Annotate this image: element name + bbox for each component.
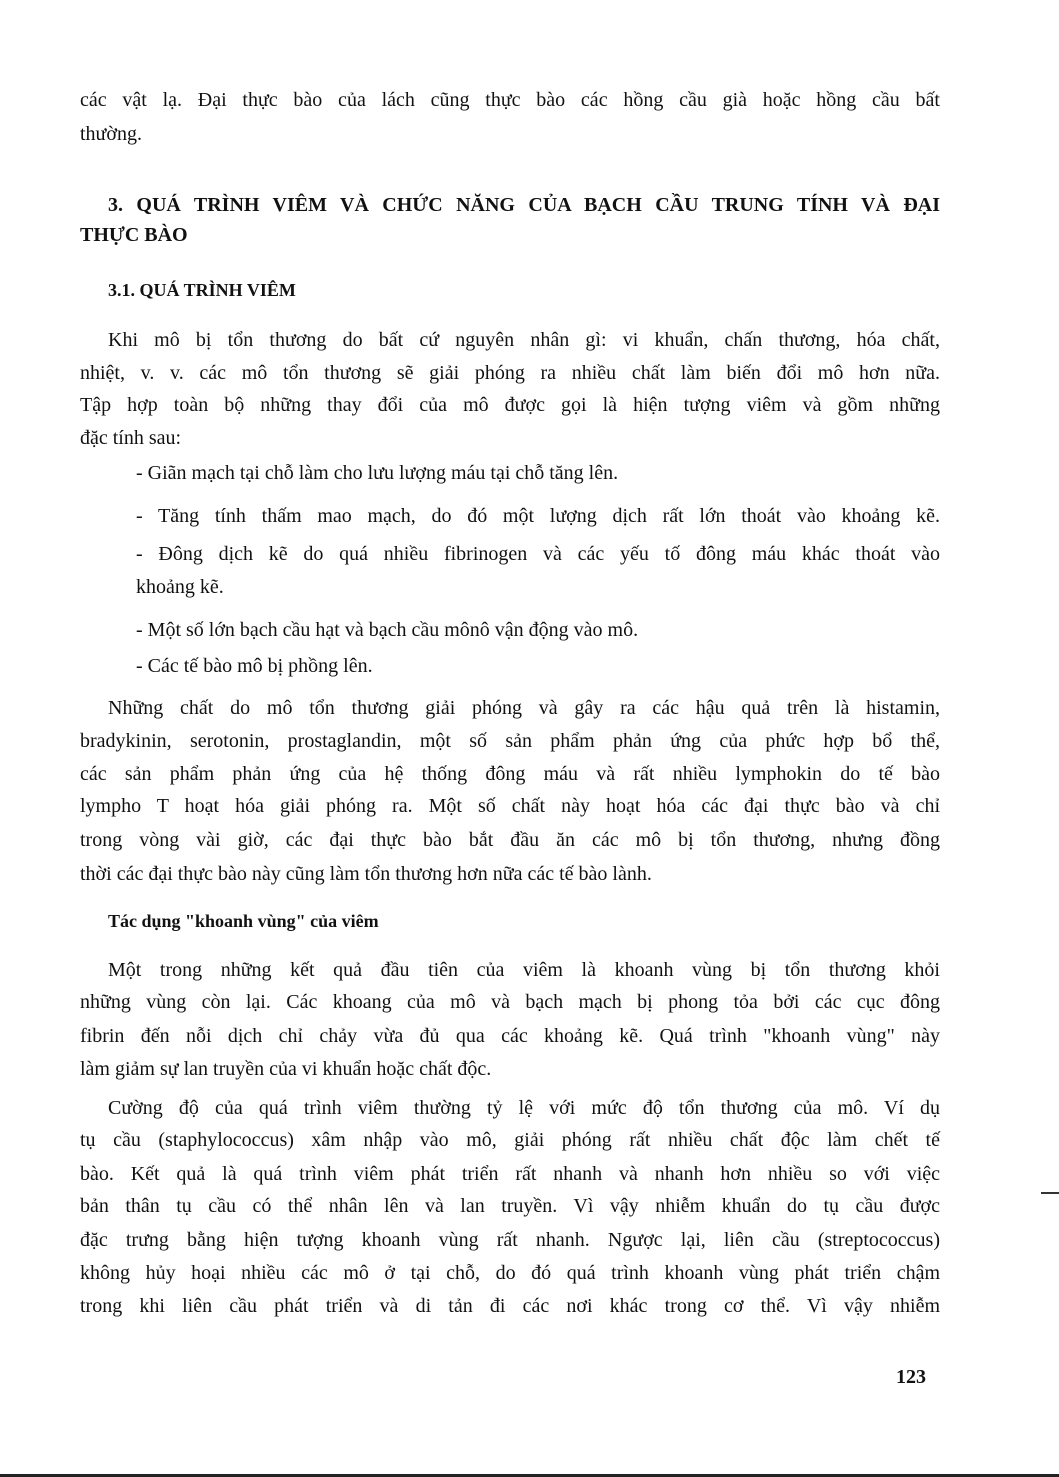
section-heading: THỰC BÀO [80, 224, 188, 246]
text-line: bào. Kết quả là quá trình viêm phát triển rất nhanh và nhanh hơn nhiều so với việc [80, 1163, 940, 1185]
section-heading: 3. QUÁ TRÌNH VIÊM VÀ CHỨC NĂNG CỦA BẠCH CẦU TRUNG TÍNH VÀ ĐẠI [108, 194, 940, 216]
text-line: đặc tính sau: [80, 427, 182, 449]
text-line: không hủy hoại nhiều các mô ở tại chỗ, do đó quá trình khoanh vùng phát triển chậm [80, 1262, 940, 1284]
text-line: bradykinin, serotonin, prostaglandin, một số sản phẩm phản ứng của phức hợp bổ thể, [80, 730, 940, 752]
text-line: những vùng còn lại. Các khoang của mô và bạch mạch bị phong tỏa bởi các cục đông [80, 991, 940, 1013]
bullet-item: - Đông dịch kẽ do quá nhiều fibrinogen và các yếu tố đông máu khác thoát vào [136, 543, 940, 565]
bullet-item: - Các tế bào mô bị phồng lên. [136, 655, 373, 677]
text-line: Khi mô bị tổn thương do bất cứ nguyên nhân gì: vi khuẩn, chấn thương, hóa chất, [108, 329, 940, 351]
margin-mark [1041, 1192, 1059, 1194]
bullet-item: - Tăng tính thấm mao mạch, do đó một lượng dịch rất lớn thoát vào khoảng kẽ. [136, 505, 940, 527]
text-line: bản thân tụ cầu có thể nhân lên và lan truyền. Vì vậy nhiễm khuẩn do tụ cầu được [80, 1195, 940, 1217]
text-line: nhiệt, v. v. các mô tổn thương sẽ giải phóng ra nhiều chất làm biến đổi mô hơn nữa. [80, 362, 940, 384]
text-line: các sản phẩm phản ứng của hệ thống đông máu và rất nhiều lymphokin do tế bào [80, 763, 940, 785]
bullet-item: - Giãn mạch tại chỗ làm cho lưu lượng máu tại chỗ tăng lên. [136, 462, 619, 484]
text-line: Tập hợp toàn bộ những thay đổi của mô được gọi là hiện tượng viêm và gồm những [80, 394, 940, 416]
text-line: Một trong những kết quả đầu tiên của viêm là khoanh vùng bị tổn thương khỏi [108, 959, 940, 981]
subsection-heading: 3.1. QUÁ TRÌNH VIÊM [108, 280, 296, 300]
page-number: 123 [896, 1366, 926, 1388]
text-line: fibrin đến nỗi dịch chỉ chảy vừa đủ qua các khoảng kẽ. Quá trình "khoanh vùng" này [80, 1025, 940, 1047]
text-line: khoảng kẽ. [136, 576, 224, 598]
text-line: thường. [80, 123, 142, 145]
text-line: các vật lạ. Đại thực bào của lách cũng thực bào các hồng cầu già hoặc hồng cầu bất [80, 89, 940, 111]
text-line: thời các đại thực bào này cũng làm tổn thương hơn nữa các tế bào lành. [80, 863, 652, 885]
text-line: lympho T hoạt hóa giải phóng ra. Một số chất này hoạt hóa các đại thực bào và chỉ [80, 795, 940, 817]
bullet-item: - Một số lớn bạch cầu hạt và bạch cầu mônô vận động vào mô. [136, 619, 639, 641]
text-line: trong vòng vài giờ, các đại thực bào bắt đầu ăn các mô bị tổn thương, nhưng đồng [80, 829, 940, 851]
paragraph-heading: Tác dụng "khoanh vùng" của viêm [108, 911, 379, 931]
text-line: đặc trưng bằng hiện tượng khoanh vùng rất nhanh. Ngược lại, liên cầu (streptococcus) [80, 1229, 940, 1251]
text-line: trong khi liên cầu phát triển và di tản đi các nơi khác trong cơ thể. Vì vậy nhiễm [80, 1295, 940, 1317]
text-line: Những chất do mô tổn thương giải phóng và gây ra các hậu quả trên là histamin, [108, 697, 940, 719]
text-line: Cường độ của quá trình viêm thường tỷ lệ với mức độ tổn thương của mô. Ví dụ [108, 1097, 940, 1119]
text-line: làm giảm sự lan truyền của vi khuẩn hoặc chất độc. [80, 1058, 492, 1080]
text-line: tụ cầu (staphylococcus) xâm nhập vào mô, giải phóng rất nhiều chất độc làm chết tế [80, 1129, 940, 1151]
